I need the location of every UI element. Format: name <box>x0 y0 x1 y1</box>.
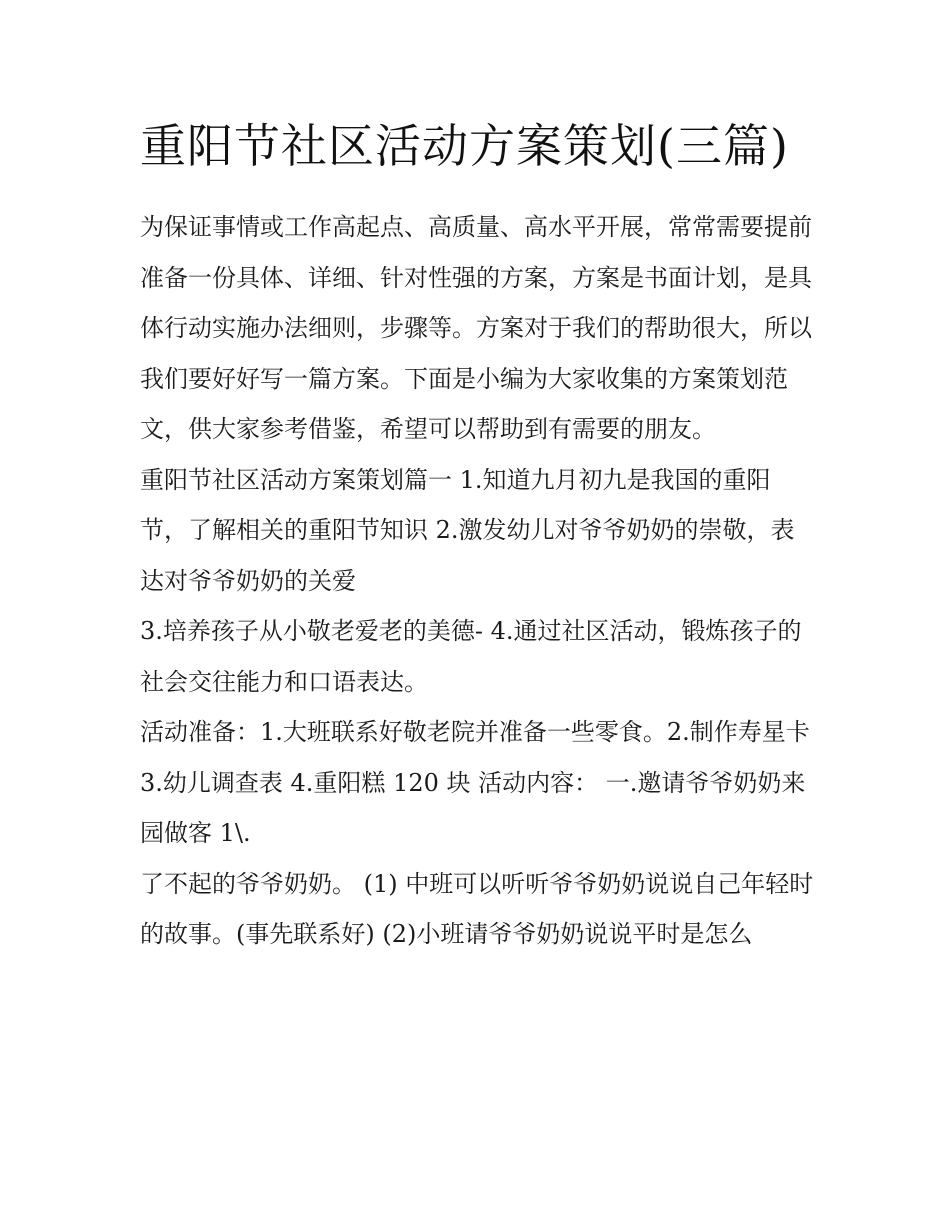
document-page <box>140 112 816 960</box>
paragraph-activity: 了不起的爷爷奶奶。 (1) 中班可以听听爷爷奶奶说说自己年轻时的故事。(事先联系好) (2)小班请爷爷奶奶说说平时是怎么 <box>140 869 814 948</box>
document-body <box>140 202 816 960</box>
paragraph-part-one: 重阳节社区活动方案策划篇一 1.知道九月初九是我国的重阳节，了解相关的重阳节知识 2.激发幼儿对爷爷奶奶的崇敬，表达对爷爷奶奶的关爱 <box>140 465 795 595</box>
paragraph-goals: 3.培养孩子从小敬老爱老的美德- 4.通过社区活动，锻炼孩子的社会交往能力和口语表达。 <box>140 617 802 696</box>
document-title: 重阳节社区活动方案策划(三篇) <box>140 119 789 173</box>
paragraph-preparation: 活动准备：1.大班联系好敬老院并准备一些零食。2.制作寿星卡 3.幼儿调查表 4.重阳糕 120 块 活动内容： 一.邀请爷爷奶奶来园做客 1\. <box>140 718 810 847</box>
paragraph-intro: 为保证事情或工作高起点、高质量、高水平开展，常常需要提前准备一份具体、详细、针对性强的方案，方案是书面计划，是具体行动实施办法细则，步骤等。方案对于我们的帮助很大，所以我们要好好写一篇方案。下面是小编为大家收集的方案策划范文，供大家参考借鉴，希望可以帮助到有需要的朋友。 <box>140 213 812 443</box>
